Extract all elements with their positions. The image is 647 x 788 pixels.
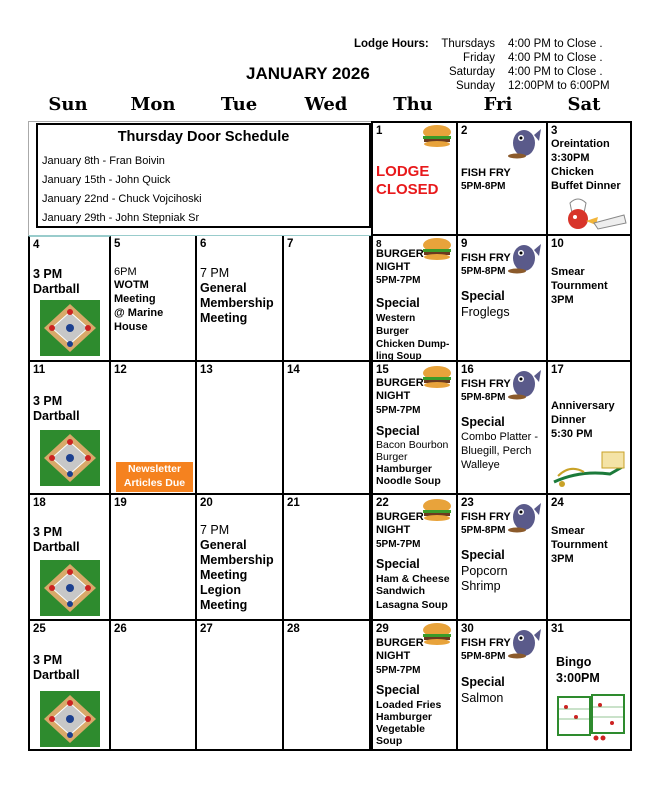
weekday-tue: Tue xyxy=(220,94,258,115)
lodge-hours-label: Lodge Hours: xyxy=(354,38,429,50)
day-number: 6 xyxy=(200,238,207,250)
event-line: 3:30PM xyxy=(551,152,590,164)
event-line: Oreintation xyxy=(551,138,610,150)
event-line: Meeting xyxy=(200,568,248,582)
day-cell-11[interactable] xyxy=(28,362,111,495)
fish-icon xyxy=(508,499,542,533)
event-line: 3PM xyxy=(551,294,574,306)
event-time: 7 PM xyxy=(200,523,230,537)
day-number: 11 xyxy=(33,364,46,376)
event-line: House xyxy=(114,321,148,333)
special-label: Special xyxy=(376,557,420,571)
special-item: Hamburger xyxy=(376,711,433,723)
event-line: 5:30 PM xyxy=(551,428,593,440)
newsletter-badge xyxy=(116,462,193,492)
special-item: Froglegs xyxy=(461,305,510,319)
special-item: Burger xyxy=(376,451,408,463)
burger-icon xyxy=(421,623,453,645)
day-number: 25 xyxy=(33,623,46,635)
burger-night-time: 5PM-7PM xyxy=(376,275,421,286)
day-cell-19[interactable] xyxy=(111,495,197,621)
weekday-fri: Fri xyxy=(483,94,513,115)
day-number: 28 xyxy=(287,623,300,635)
day-cell-16[interactable] xyxy=(458,362,548,495)
day-cell-26[interactable] xyxy=(111,621,197,751)
event-line: Bingo xyxy=(556,655,592,669)
event-line: WOTM xyxy=(114,279,149,291)
day-number: 9 xyxy=(461,238,468,250)
day-number: 17 xyxy=(551,364,564,376)
event-line: Smear xyxy=(551,525,585,537)
burger-night-title: NIGHT xyxy=(376,261,411,273)
day-cell-6[interactable] xyxy=(197,236,284,362)
burger-night-title: BURGER xyxy=(376,511,424,523)
hours-time: 4:00 PM to Close . xyxy=(508,38,603,50)
special-item: Noodle Soup xyxy=(376,475,441,487)
door-schedule-entry: January 29th - John Stepniak Sr xyxy=(42,212,200,224)
weekday-sat: Sat xyxy=(567,94,601,115)
door-schedule-entry: January 15th - John Quick xyxy=(42,174,171,186)
day-cell-22[interactable] xyxy=(371,495,458,621)
fish-fry-title: FISH FRY xyxy=(461,637,511,649)
burger-icon xyxy=(421,238,453,260)
newsletter-line1: Newsletter xyxy=(127,463,182,475)
special-label: Special xyxy=(376,683,420,697)
day-cell-15[interactable] xyxy=(371,362,458,495)
special-item: Walleye xyxy=(461,459,500,471)
day-number: 13 xyxy=(200,364,213,376)
event-line: Membership xyxy=(200,553,274,567)
special-item: Combo Platter - xyxy=(461,431,539,443)
fish-fry-time: 5PM-8PM xyxy=(461,651,506,662)
special-label: Special xyxy=(376,296,420,310)
fish-fry-title: FISH FRY xyxy=(461,252,511,264)
event-line: Dinner xyxy=(551,414,586,426)
day-cell-17[interactable] xyxy=(548,362,632,495)
special-item: Hamburger xyxy=(376,463,433,475)
burger-icon xyxy=(421,125,453,147)
burger-night-title: NIGHT xyxy=(376,390,411,402)
fish-fry-time: 5PM-8PM xyxy=(461,181,506,192)
event-line: Legion xyxy=(200,583,241,597)
event-line: Chicken xyxy=(551,166,594,178)
fish-fry-time: 5PM-8PM xyxy=(461,392,506,403)
day-number: 21 xyxy=(287,497,300,509)
day-number: 8 xyxy=(376,239,382,250)
event-line: 3:00PM xyxy=(556,671,600,685)
hours-time: 12:00PM to 6:00PM xyxy=(508,80,610,92)
special-item: Western xyxy=(376,313,416,324)
day-cell-2[interactable] xyxy=(458,121,548,236)
special-label: Special xyxy=(461,675,505,689)
day-cell-21[interactable] xyxy=(284,495,371,621)
burger-night-title: NIGHT xyxy=(376,524,411,536)
event-line: Tournment xyxy=(551,539,608,551)
special-item: Soup xyxy=(376,735,403,747)
hours-day: Thursdays xyxy=(441,38,495,50)
dartball-diamond-icon xyxy=(40,560,100,616)
day-cell-3[interactable] xyxy=(548,121,632,236)
event-time: 6PM xyxy=(114,266,137,278)
weekday-mon: Mon xyxy=(130,94,176,115)
weekday-thu: Thu xyxy=(393,94,433,115)
fish-fry-title: FISH FRY xyxy=(461,511,511,523)
weekday-wed: Wed xyxy=(304,94,348,115)
day-cell-31[interactable] xyxy=(548,621,632,751)
day-cell-29[interactable] xyxy=(371,621,458,751)
burger-icon xyxy=(421,499,453,521)
door-schedule-box xyxy=(36,123,371,228)
day-number: 29 xyxy=(376,623,389,635)
event-title: Dartball xyxy=(33,668,80,682)
event-line: 3PM xyxy=(551,553,574,565)
hours-day: Friday xyxy=(463,52,495,64)
special-item: Ham & Cheese xyxy=(376,573,450,585)
special-item: Bluegill, Perch xyxy=(461,445,532,457)
day-number: 16 xyxy=(461,364,474,376)
special-item: Sandwich xyxy=(376,585,426,597)
event-line: Tournment xyxy=(551,280,608,292)
special-label: Special xyxy=(461,415,505,429)
hours-time: 4:00 PM to Close . xyxy=(508,52,603,64)
special-item: Shrimp xyxy=(461,579,501,593)
event-line: Meeting xyxy=(114,293,156,305)
day-cell-8[interactable] xyxy=(371,236,458,362)
burger-night-time: 5PM-7PM xyxy=(376,405,421,416)
event-line: Anniversary xyxy=(551,400,615,412)
day-number: 27 xyxy=(200,623,213,635)
day-number: 24 xyxy=(551,497,564,509)
day-number: 23 xyxy=(461,497,474,509)
lodge-closed-line2: CLOSED xyxy=(376,181,439,198)
calendar-title: JANUARY 2026 xyxy=(246,64,370,83)
door-schedule-title: Thursday Door Schedule xyxy=(117,129,290,145)
day-cell-4[interactable] xyxy=(28,236,111,362)
day-cell-12[interactable] xyxy=(111,362,197,495)
day-cell-14[interactable] xyxy=(284,362,371,495)
day-cell-23[interactable] xyxy=(458,495,548,621)
door-schedule-entry: January 22nd - Chuck Vojcihoski xyxy=(42,193,202,205)
weekday-sun: Sun xyxy=(48,94,88,115)
fish-fry-time: 5PM-8PM xyxy=(461,266,506,277)
day-number: 3 xyxy=(551,125,558,137)
burger-night-time: 5PM-7PM xyxy=(376,539,421,550)
hours-day: Sunday xyxy=(455,80,495,92)
burger-night-title: BURGER xyxy=(376,377,424,389)
hours-day: Saturday xyxy=(448,66,495,78)
event-title: Dartball xyxy=(33,282,80,296)
hours-time: 4:00 PM to Close . xyxy=(508,66,603,78)
day-number: 10 xyxy=(551,238,564,250)
event-line: Smear xyxy=(551,266,585,278)
door-schedule-entry: January 8th - Fran Boivin xyxy=(42,155,165,167)
event-line: Meeting xyxy=(200,598,248,612)
day-number: 4 xyxy=(33,239,40,251)
special-item: Bacon Bourbon xyxy=(376,439,449,451)
day-cell-25[interactable] xyxy=(28,621,111,751)
burger-night-title: BURGER xyxy=(376,248,424,260)
fish-icon xyxy=(508,125,542,159)
chef-icon xyxy=(550,193,628,233)
day-number: 31 xyxy=(551,623,564,635)
newsletter-line2: Articles Due xyxy=(123,477,186,489)
special-item: Lasagna Soup xyxy=(376,599,448,611)
day-cell-1[interactable] xyxy=(371,121,458,236)
event-line: Buffet Dinner xyxy=(551,180,621,192)
day-number: 26 xyxy=(114,623,127,635)
day-cell-10[interactable] xyxy=(548,236,632,362)
day-cell-30[interactable] xyxy=(458,621,548,751)
event-time: 3 PM xyxy=(33,394,63,408)
dartball-diamond-icon xyxy=(40,300,100,356)
bingo-card-icon xyxy=(556,693,626,741)
fish-fry-title: FISH FRY xyxy=(461,167,511,179)
anniversary-icon xyxy=(550,446,628,490)
day-cell-20[interactable] xyxy=(197,495,284,621)
day-number: 18 xyxy=(33,497,46,509)
event-line: Membership xyxy=(200,296,274,310)
fish-icon xyxy=(508,625,542,659)
day-number: 22 xyxy=(376,497,389,509)
lodge-closed-line1: LODGE xyxy=(376,163,430,180)
special-label: Special xyxy=(461,548,505,562)
event-time: 3 PM xyxy=(33,267,63,281)
special-item: Chicken Dump- xyxy=(376,339,450,350)
event-line: General xyxy=(200,281,247,295)
event-time: 3 PM xyxy=(33,653,63,667)
special-item: ling Soup xyxy=(376,351,422,362)
day-cell-18[interactable] xyxy=(28,495,111,621)
fish-icon xyxy=(508,366,542,400)
day-cell-24[interactable] xyxy=(548,495,632,621)
day-cell-28[interactable] xyxy=(284,621,371,751)
day-cell-5[interactable] xyxy=(111,236,197,362)
day-number: 5 xyxy=(114,238,121,250)
event-title: Dartball xyxy=(33,540,80,554)
burger-night-time: 5PM-7PM xyxy=(376,665,421,676)
burger-night-title: NIGHT xyxy=(376,650,411,662)
dartball-diamond-icon xyxy=(40,691,100,747)
day-number: 7 xyxy=(287,238,294,250)
day-number: 15 xyxy=(376,364,389,376)
day-cell-9[interactable] xyxy=(458,236,548,362)
special-label: Special xyxy=(376,424,420,438)
special-label: Special xyxy=(461,289,505,303)
day-number: 12 xyxy=(114,364,127,376)
day-number: 30 xyxy=(461,623,474,635)
day-number: 1 xyxy=(376,125,383,137)
event-line: General xyxy=(200,538,247,552)
dartball-diamond-icon xyxy=(40,430,100,486)
event-title: Dartball xyxy=(33,409,80,423)
burger-icon xyxy=(421,366,453,388)
special-item: Salmon xyxy=(461,691,504,705)
day-number: 20 xyxy=(200,497,213,509)
event-line: Meeting xyxy=(200,311,248,325)
special-item: Popcorn xyxy=(461,564,508,578)
day-cell-27[interactable] xyxy=(197,621,284,751)
fish-fry-time: 5PM-8PM xyxy=(461,525,506,536)
event-time: 7 PM xyxy=(200,266,230,280)
day-number: 14 xyxy=(287,364,300,376)
special-item: Burger xyxy=(376,326,409,337)
fish-icon xyxy=(508,240,542,274)
day-number: 2 xyxy=(461,125,468,137)
day-cell-13[interactable] xyxy=(197,362,284,495)
burger-night-title: BURGER xyxy=(376,637,424,649)
event-time: 3 PM xyxy=(33,525,63,539)
fish-fry-title: FISH FRY xyxy=(461,378,511,390)
day-cell-7[interactable] xyxy=(284,236,371,362)
special-item: Vegetable xyxy=(376,723,426,735)
special-item: Loaded Fries xyxy=(376,699,442,711)
day-number: 19 xyxy=(114,497,127,509)
event-line: @ Marine xyxy=(114,307,164,319)
